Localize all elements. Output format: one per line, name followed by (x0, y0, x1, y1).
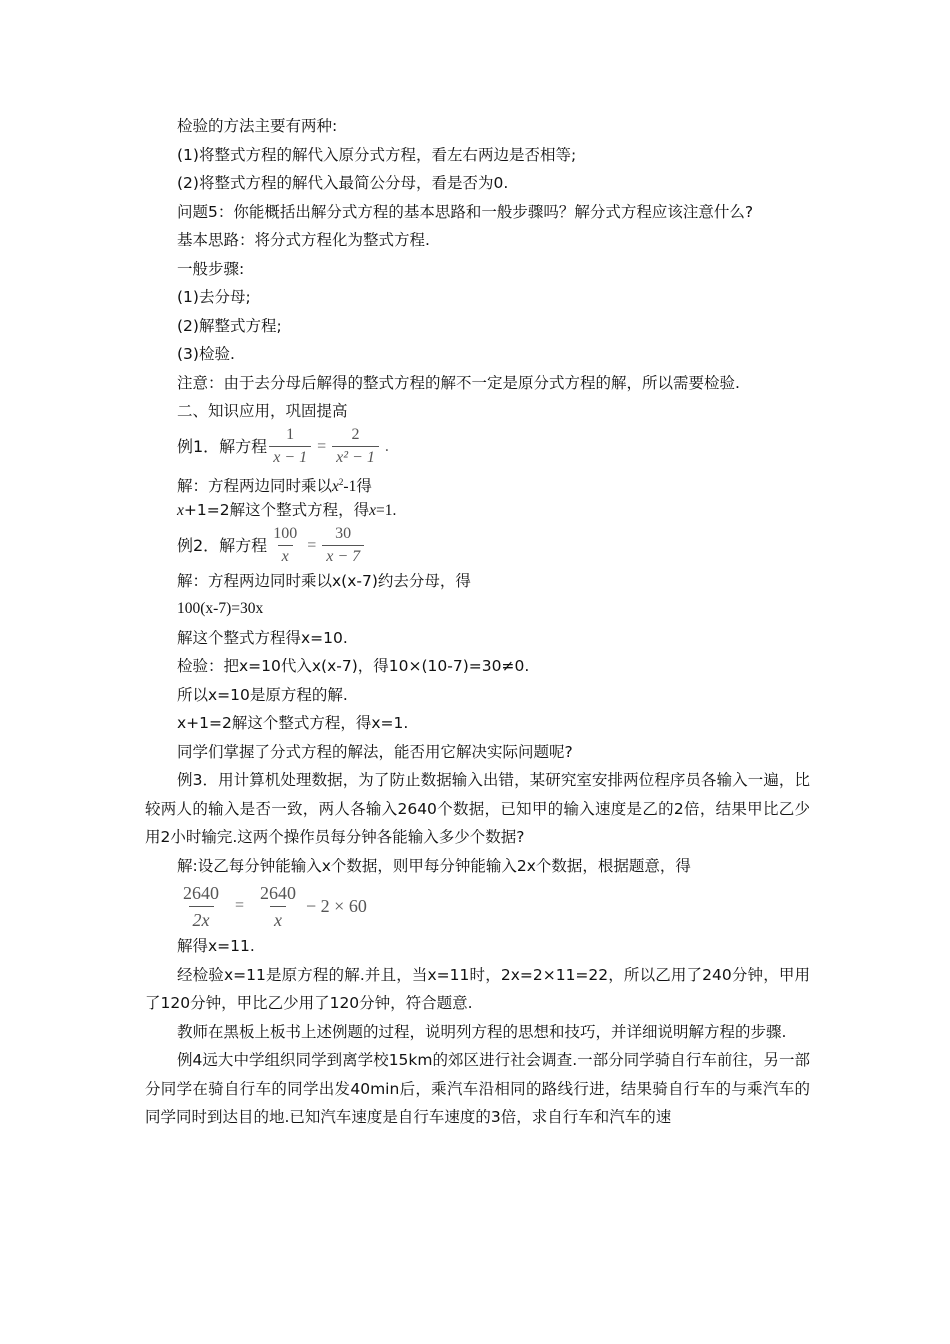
check-line: 检验：把x=10代入x(x-7)，得10×(10-7)=30≠0. (177, 657, 530, 675)
text-line: 检验的方法主要有两种: (177, 117, 338, 135)
numerator: 2640 (183, 882, 219, 903)
text: -1得 (343, 477, 372, 495)
fraction (269, 426, 311, 467)
text-line: 一般步骤: (177, 259, 245, 278)
solution-line: 解这个整式方程得x=10. (177, 628, 348, 647)
text: 解：方程两边同时乘以 (177, 476, 333, 495)
result-line: 解得x=11. (177, 937, 255, 955)
fraction (322, 525, 364, 566)
example-4-problem: 例4远大中学组织同学到离学校15km的郊区进行社会调查.一部分同学骑自行车前往，另一部分同学在骑自行车的同学出发40min后，乘汽车沿相同的路线行进，结果骑自行车的与乘汽车的同学同时到达目的地.已知汽车速度是自行车速度的3倍，求自行车和汽车的速 (145, 1051, 810, 1126)
transition-line: 同学们掌握了分式方程的解法，能否用它解决实际问题呢? (177, 742, 573, 761)
var: x (332, 477, 339, 495)
solution-line: 解：方程两边同时乘以x(x-7)约去分母，得 (177, 571, 471, 590)
example-2-label: 例2．解方程 (177, 535, 268, 555)
solution-line: 所以x=10是原方程的解. (177, 685, 348, 704)
fraction (256, 882, 300, 931)
denominator: x − 1 (269, 446, 311, 467)
fraction (332, 426, 379, 467)
example-3-problem: 例3．用计算机处理数据，为了防止数据输入出错，某研究室安排两位程序员各输入一遍，比较两人的输入是否一致，两人各输入2640个数据，已知甲的输入速度是乙的2倍，结果甲比乙少用2小时输完.这两个操作员每分钟各能输入多少个数据? (145, 771, 810, 846)
period: . (384, 437, 389, 455)
step-item: (2)解整式方程; (177, 316, 282, 335)
exponent: 2 (338, 476, 344, 487)
text-line: (1)将整式方程的解代入原分式方程，看左右两边是否相等; (177, 145, 577, 164)
step-item: (3)检验. (177, 345, 235, 363)
solution-line: x+1=2解这个整式方程，得x=1. (177, 714, 409, 732)
numerator: 1 (286, 426, 295, 443)
denominator: 2x (189, 906, 214, 931)
denominator: x − 7 (322, 545, 364, 566)
solution-line: 100(x-7)=30x (177, 600, 264, 617)
step-item: (1)去分母; (177, 288, 251, 306)
text-line: 基本思路：将分式方程化为整式方程. (177, 231, 430, 249)
numerator: 30 (335, 525, 352, 542)
denominator: x (270, 906, 286, 931)
question-5: 问题5：你能概括出解分式方程的基本思路和一般步骤吗？解分式方程应该注意什么? (177, 202, 754, 221)
var: x (177, 502, 184, 519)
section-heading: 二、知识应用，巩固提高 (177, 402, 348, 420)
equals-sign: = (317, 437, 327, 455)
text: +1=2解这个整式方程，得 (183, 501, 370, 519)
fraction (269, 525, 301, 566)
text-line: (2)将整式方程的解代入最简公分母，看是否为0. (177, 174, 509, 192)
example-3-setup: 解:设乙每分钟能输入x个数据，则甲每分钟能输入2x个数据，根据题意，得 (177, 856, 691, 875)
solution-line (145, 496, 810, 525)
example-2-equation (145, 525, 810, 567)
numerator: 100 (273, 525, 298, 542)
text: =1. (375, 502, 397, 519)
example-1-label: 例1．解方程 (177, 436, 268, 456)
fraction (179, 882, 223, 931)
numerator: 2640 (260, 882, 297, 903)
example-3-equation (145, 880, 810, 932)
denominator: x (278, 545, 293, 566)
document-page (145, 112, 810, 1132)
solution-line (145, 468, 810, 497)
equals-sign: = (235, 897, 245, 914)
check-paragraph: 经检验x=11是原方程的解.并且，当x=11时，2x=2×11=22，所以乙用了240分钟，甲用了120分钟，甲比乙少用了120分钟，符合题意. (145, 965, 810, 1012)
teacher-paragraph: 教师在黑板上板书上述例题的过程，说明列方程的思想和技巧，并详细说明解方程的步骤. (177, 1022, 787, 1041)
denominator: x² − 1 (332, 446, 379, 467)
equation-tail: − 2 × 60 (306, 896, 367, 916)
equals-sign: = (307, 536, 317, 554)
numerator: 2 (351, 426, 360, 443)
example-1-equation (145, 426, 810, 468)
var: x (369, 502, 376, 519)
note-line: 注意：由于去分母后解得的整式方程的解不一定是原分式方程的解，所以需要检验. (177, 373, 740, 392)
